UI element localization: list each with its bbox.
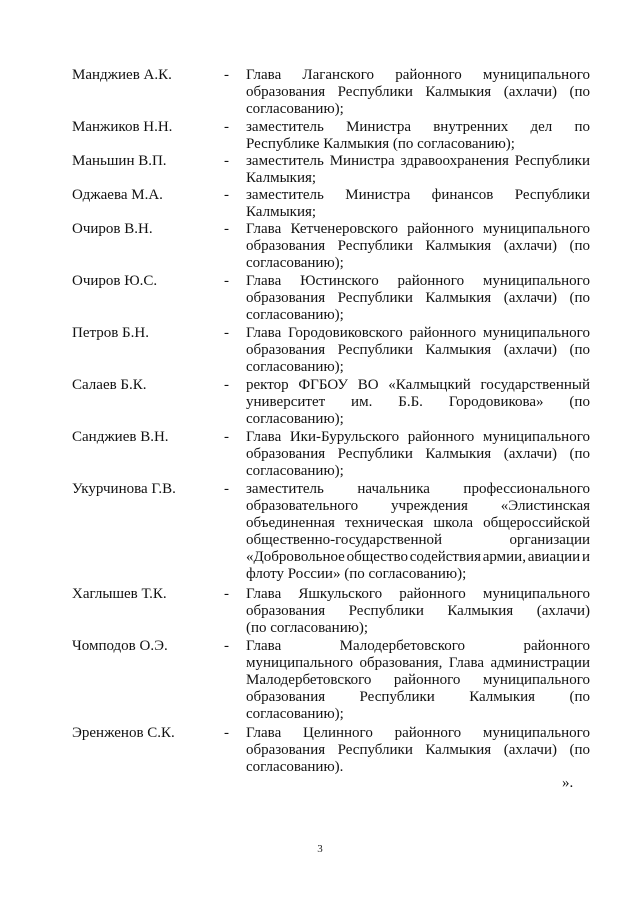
description-line: заместитель начальника профессионального bbox=[246, 481, 590, 497]
person-name: Очиров Ю.С. bbox=[72, 273, 158, 289]
description-line: согласованию); bbox=[246, 359, 344, 375]
person-name: Хаглышев Т.К. bbox=[72, 586, 167, 602]
description-line: Глава Городовиковского районного муниципального bbox=[246, 325, 590, 341]
person-name: Петров Б.Н. bbox=[72, 325, 150, 341]
description-line: Глава Малодербетовского районного bbox=[246, 638, 590, 654]
description-line: согласованию); bbox=[246, 706, 344, 722]
position-description bbox=[246, 273, 590, 324]
description-line: Глава Кетченеровского районного муниципального bbox=[246, 221, 590, 237]
position-description bbox=[246, 153, 590, 187]
dash-separator: - bbox=[224, 153, 229, 169]
position-description bbox=[246, 221, 590, 272]
dash-separator: - bbox=[224, 429, 229, 445]
person-name: Укурчинова Г.В. bbox=[72, 481, 176, 497]
description-line: заместитель Министра здравоохранения Республики bbox=[246, 153, 590, 169]
description-line: согласованию); bbox=[246, 307, 344, 323]
person-name: Санджиев В.Н. bbox=[72, 429, 169, 445]
description-line: Глава Яшкульского районного муниципального bbox=[246, 586, 590, 602]
description-line: согласованию); bbox=[246, 463, 344, 479]
position-description bbox=[246, 586, 590, 637]
description-line: образования Республики Калмыкия (по bbox=[246, 689, 590, 705]
description-line: Республике Калмыкия (по согласованию); bbox=[246, 136, 515, 152]
person-name: Маньшин В.П. bbox=[72, 153, 167, 169]
description-line: образования Республики Калмыкия (ахлачи) (по bbox=[246, 290, 590, 306]
description-line: образования Республики Калмыкия (ахлачи) bbox=[246, 603, 590, 619]
description-line: согласованию); bbox=[246, 101, 344, 117]
page-number: 3 bbox=[317, 843, 323, 855]
position-description bbox=[246, 325, 590, 376]
description-line: заместитель Министра финансов Республики bbox=[246, 187, 590, 203]
closing-quote: ». bbox=[562, 775, 574, 791]
dash-separator: - bbox=[224, 725, 229, 741]
dash-separator: - bbox=[224, 638, 229, 654]
person-name: Салаев Б.К. bbox=[72, 377, 147, 393]
dash-separator: - bbox=[224, 586, 229, 602]
position-description bbox=[246, 187, 590, 221]
dash-separator: - bbox=[224, 119, 229, 135]
position-description bbox=[246, 119, 590, 153]
description-line: образовательного учреждения «Элистинская bbox=[246, 498, 590, 514]
description-line: Малодербетовского районного муниципального bbox=[246, 672, 590, 688]
description-line: «Добровольное общество содействия армии, авиации и bbox=[246, 549, 590, 565]
description-line: согласованию). bbox=[246, 759, 344, 775]
dash-separator: - bbox=[224, 325, 229, 341]
description-line: заместитель Министра внутренних дел по bbox=[246, 119, 590, 135]
position-description bbox=[246, 429, 590, 480]
dash-separator: - bbox=[224, 273, 229, 289]
person-name: Оджаева М.А. bbox=[72, 187, 163, 203]
description-line: флоту России» (по согласованию); bbox=[246, 566, 467, 582]
description-line: ректор ФГБОУ ВО «Калмыцкий государственный bbox=[246, 377, 590, 393]
description-line: университет им. Б.Б. Городовикова» (по bbox=[246, 394, 590, 410]
dash-separator: - bbox=[224, 187, 229, 203]
description-line: образования Республики Калмыкия (ахлачи) (по bbox=[246, 238, 590, 254]
person-name: Очиров В.Н. bbox=[72, 221, 153, 237]
position-description bbox=[246, 377, 590, 428]
description-line: муниципального образования, Глава администрации bbox=[246, 655, 590, 671]
description-line: Глава Юстинского районного муниципального bbox=[246, 273, 590, 289]
person-name: Чомподов О.Э. bbox=[72, 638, 168, 654]
description-line: (по согласованию); bbox=[246, 620, 369, 636]
description-line: общественно-государственной организации bbox=[246, 532, 590, 548]
description-line: Калмыкия; bbox=[246, 170, 317, 186]
dash-separator: - bbox=[224, 377, 229, 393]
dash-separator: - bbox=[224, 67, 229, 83]
description-line: Калмыкия; bbox=[246, 204, 317, 220]
dash-separator: - bbox=[224, 481, 229, 497]
description-line: Глава Целинного районного муниципального bbox=[246, 725, 590, 741]
description-line: согласованию); bbox=[246, 411, 344, 427]
description-line: Глава Лаганского районного муниципального bbox=[246, 67, 590, 83]
person-name: Манжиков Н.Н. bbox=[72, 119, 173, 135]
description-line: образования Республики Калмыкия (ахлачи) (по bbox=[246, 446, 590, 462]
description-line: Глава Ики-Бурульского районного муниципального bbox=[246, 429, 590, 445]
description-line: образования Республики Калмыкия (ахлачи) (по bbox=[246, 742, 590, 758]
position-description bbox=[246, 725, 590, 776]
person-name: Манджиев А.К. bbox=[72, 67, 172, 83]
description-line: образования Республики Калмыкия (ахлачи) (по bbox=[246, 342, 590, 358]
person-name: Эренженов С.К. bbox=[72, 725, 175, 741]
description-line: объединенная техническая школа общероссийской bbox=[246, 515, 590, 531]
description-line: согласованию); bbox=[246, 255, 344, 271]
description-line: образования Республики Калмыкия (ахлачи) (по bbox=[246, 84, 590, 100]
dash-separator: - bbox=[224, 221, 229, 237]
position-description bbox=[246, 638, 590, 723]
position-description bbox=[246, 481, 590, 583]
position-description bbox=[246, 67, 590, 118]
